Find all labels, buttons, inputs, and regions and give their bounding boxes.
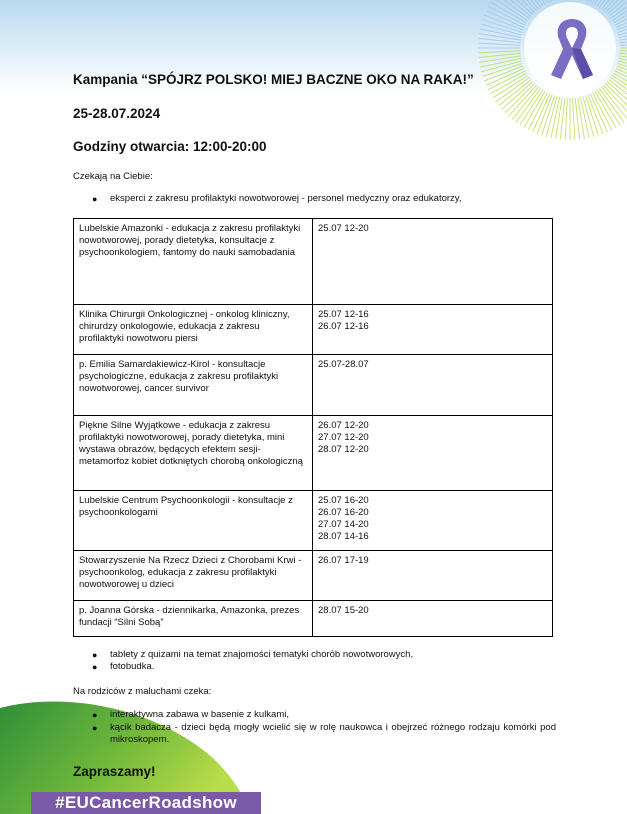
intro-bullet-list [92, 193, 556, 205]
sunburst-ray [610, 77, 627, 102]
sunburst-ray [478, 43, 520, 45]
time-cell: 26.07 12-20 27.07 12-20 28.07 12-20 [313, 416, 553, 491]
hashtag-banner: #EUCancerRoadshow [31, 792, 261, 814]
time-cell: 26.07 17-19 [313, 551, 553, 601]
time-cell: 25.07 12-20 [313, 219, 553, 305]
bullet-icon: ● [92, 662, 98, 672]
parents-bullet-list [92, 709, 556, 747]
table-row [74, 219, 553, 305]
table-row [74, 601, 553, 637]
awareness-ribbon-icon [543, 15, 601, 83]
time-cell: 25.07 16-20 26.07 16-20 27.07 14-20 28.07 14-16 [313, 491, 553, 551]
table-row [74, 491, 553, 551]
time-cell: 25.07 12-16 26.07 12-16 [313, 305, 553, 355]
table-row [74, 551, 553, 601]
table-row [74, 416, 553, 491]
org-cell: p. Joanna Górska - dziennikarka, Amazonka, prezes fundacji “Silni Sobą” [74, 601, 313, 637]
event-dates: 25-28.07.2024 [73, 106, 161, 121]
list-item: ● kącik badacza - dzieci będą mogły wcielić się w rolę naukowca i obejrzeć różnego rodzaju komórki pod mikroskopem. [92, 722, 556, 745]
list-item: ● tablety z quizami na temat znajomości tematyki chorób nowotworowych, [92, 649, 414, 660]
time-cell: 28.07 15-20 [313, 601, 553, 637]
sunburst-ray [573, 98, 575, 140]
extras-bullet-list [92, 649, 556, 673]
sunburst-ray [605, 83, 627, 113]
org-cell: Lubelskie Centrum Psychoonkologii - konsultacje z psychoonkologami [74, 491, 313, 551]
invite-text: Zapraszamy! [73, 764, 156, 779]
sunburst-ray [486, 11, 524, 28]
table-row [74, 355, 553, 416]
sunburst-ray [612, 75, 627, 98]
opening-hours: Godziny otwarcia: 12:00-20:00 [73, 139, 267, 154]
sunburst-ray [486, 68, 524, 85]
sunburst-ray [505, 0, 535, 13]
time-cell: 25.07-28.07 [313, 355, 553, 416]
parents-label: Na rodziców z maluchami czeka: [73, 686, 212, 697]
sunburst-ray [590, 94, 607, 132]
org-cell: p. Emilia Samardakiewicz-Kirol - konsultacje psychologiczne, edukacja z zakresu profilaktyki nowotworowej, cancer survivor [74, 355, 313, 416]
list-item: ● fotobudka. [92, 661, 155, 672]
intro-label: Czekają na Ciebie: [73, 171, 153, 182]
sunburst-ray [620, 43, 627, 45]
list-item: ● eksperci z zakresu profilaktyki nowotworowej - personel medyczny oraz edukatorzy, [92, 193, 462, 204]
sunburst-ray [617, 15, 627, 30]
org-cell: Lubelskie Amazonki - edukacja z zakresu profilaktyki nowotworowej, porady dietetyka, konsultacje z psychoonkologiem, fantomy do nauki samobadania [74, 219, 313, 305]
org-cell: Piękne Silne Wyjątkowe - edukacja z zakresu profilaktyki nowotworowej, porady dietetyka, mini wystawa obrazów, będących efektem sesji-metamorfoz kobiet dotkniętych chorobą onkologiczną [74, 416, 313, 491]
sunburst-ray [533, 94, 550, 132]
sunburst-ray [478, 51, 520, 53]
bullet-icon: ● [92, 710, 98, 720]
sunburst-ray [565, 98, 567, 140]
list-item: ● interaktywna zabawa w basenie z kulkami, [92, 709, 290, 720]
bullet-icon: ● [92, 194, 98, 204]
sunburst-ray [620, 51, 627, 53]
org-cell: Klinika Chirurgii Onkologicznej - onkolog kliniczny, chirurdzy onkologowie, edukacja z zakresu profilaktyki nowotworu piersi [74, 305, 313, 355]
bullet-icon: ● [92, 650, 98, 660]
schedule-table [73, 218, 553, 637]
table-row [74, 305, 553, 355]
bullet-icon: ● [92, 723, 98, 733]
campaign-title: Kampania “SPÓJRZ POLSKO! MIEJ BACZNE OKO NA RAKA!” [73, 72, 474, 87]
org-cell: Stowarzyszenie Na Rzecz Dzieci z Chorobami Krwi - psychoonkolog, edukacja z zakresu profilaktyki nowotworowej u dzieci [74, 551, 313, 601]
sunburst-ray [617, 66, 627, 81]
